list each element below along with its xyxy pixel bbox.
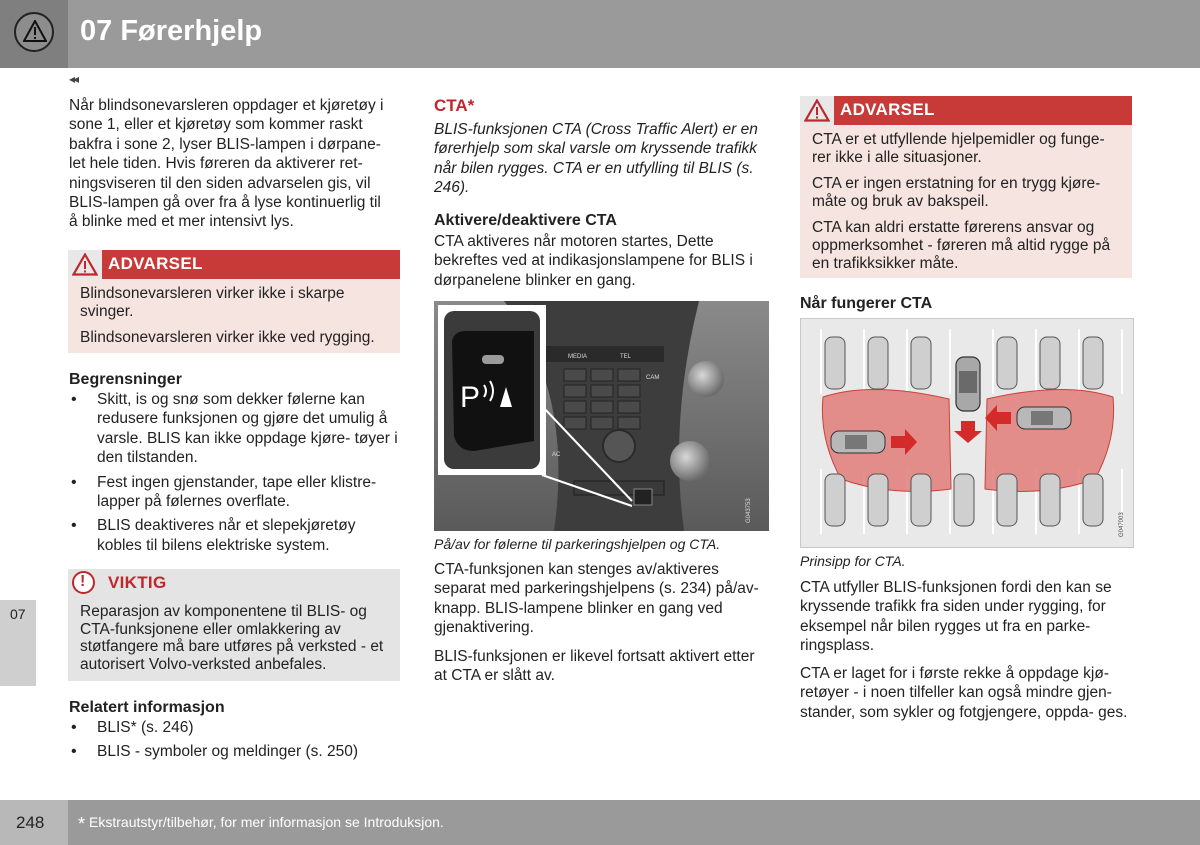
important-label: VIKTIG [108,573,167,592]
cta-off-text: CTA-funksjonen kan stenges av/aktiveres separat med parkeringshjelpens (s. 234) på/av-knapp. BLIS-lampene blinker en gang ved gjenaktivering. [434,561,759,637]
page-number: 248 [0,800,68,845]
footnote-text: Ekstrautstyr/tilbehør, for mer informasjon se Introduksjon. [89,814,444,830]
footnote [78,814,444,835]
intro-paragraph [69,96,404,232]
warning-bar [800,96,1132,125]
intro-line: ningsviseren til den siden advarselen gis, vil [69,174,371,192]
related-link[interactable]: • BLIS* (s. 246) [69,718,399,737]
warning-text: Blindsonevarsleren virker ikke i skarpe svinger. [80,285,345,320]
exclamation-icon: ! [72,571,95,594]
chapter-tab[interactable]: 07 [0,600,36,686]
cta-heading: CTA* [434,96,475,115]
cta-diagram [800,318,1134,548]
footnote-star: * [78,814,86,834]
warning-label: ADVARSEL [108,254,203,273]
intro-line: å blinke med et mer intensivt lys. [69,213,294,231]
header-icon-area [0,0,68,68]
warning-triangle-icon [68,250,102,279]
photo-code: G043753 [746,498,752,523]
limits-list [69,390,399,560]
warning-box-cta [800,96,1132,278]
list-item: • BLIS deaktiveres når et slepekjøretøy kobles til bilens elektriske system. [69,516,399,555]
park-assist-button-label: P [460,381,481,414]
cta-complements-text: CTA utfyller BLIS-funksjonen fordi den kan se kryssende trafikk fra siden under rygging, for eksempel når bilen rygges ut fra en parke- ringsplass. [800,579,1112,655]
page-title: 07 Førerhjelp [80,15,263,47]
warning-box-blis [68,250,400,353]
intro-line: let hele tiden. Hvis føreren da aktiverer ret- [69,155,363,173]
diagram-caption: Prinsipp for CTA. [800,553,906,569]
activate-text: CTA aktiveres når motoren startes, Dette bekreftes ved at indikasjonslampene for BLIS i dørpanelene blinker en gang. [434,233,753,289]
diagram-code: G047003 [1119,512,1125,537]
warning-text: CTA er et utfyllende hjelpemidler og funge- rer ikke i alle situasjoner. [812,131,1105,166]
photo-caption: På/av for følerne til parkeringshjelpen og CTA. [434,536,721,552]
warning-body [80,285,390,355]
console-label: CAM [646,375,660,381]
cta-detects-text: CTA er laget for i første rekke å oppdage kjø- retøyer - i noen tilfeller kan også mindre gjen- stander, som sykler og fotgjengere, oppda- ges. [800,665,1128,721]
page-footer [0,800,1200,845]
related-list [69,718,399,767]
list-item: • Fest ingen gjenstander, tape eller klistre- lapper på følernes overflate. [69,473,399,512]
warning-text: CTA er ingen erstatning for en trygg kjøre- måte og bruk av bakspeil. [812,175,1101,210]
activate-heading: Aktivere/deaktivere CTA [434,212,617,229]
intro-line: sone 1, eller et kjøretøy som kommer raskt [69,116,363,134]
intro-line: bakfra i sone 2, lyser BLIS-lampen i dørpane- [69,135,381,153]
related-link[interactable]: • BLIS - symboler og meldinger (s. 250) [69,742,399,761]
warning-body [812,131,1122,281]
warning-triangle-icon [14,12,54,52]
warning-triangle-icon [800,96,834,125]
blis-still-active-text: BLIS-funksjonen er likevel fortsatt aktivert etter at CTA er slått av. [434,648,755,685]
console-photo [434,301,769,531]
cta-intro: BLIS-funksjonen CTA (Cross Traffic Alert) er en førerhjelp som skal varsle om kryssende trafikk når bilen rygges. CTA er en utfylling til BLIS (s. 246). [434,121,758,197]
page-header [0,0,1200,68]
previous-page-icon[interactable]: ◂◂ [69,72,78,86]
intro-line: Når blindsonevarsleren oppdager et kjøretøy i [69,97,384,114]
limits-heading: Begrensninger [69,371,182,388]
list-item: • Skitt, is og snø som dekker følerne kan redusere funksjonen og gjøre det umulig å varsle. BLIS kan ikke oppdage kjøre- tøyer i den tilstanden. [69,390,399,468]
warning-bar [68,250,400,279]
related-heading: Relatert informasjon [69,699,225,716]
warning-text: Blindsonevarsleren virker ikke ved rygging. [80,329,375,346]
important-bar [68,569,400,596]
console-label: TEL [620,354,632,360]
important-text: Reparasjon av komponentene til BLIS- og CTA-funksjonene eller omlakkering av støtfangere må bare utføres på verksted - et autorisert Volvo-verksted anbefales. [80,603,384,673]
warning-label: ADVARSEL [840,100,935,119]
warning-text: CTA kan aldri erstatte førerens ansvar og oppmerksomhet - føreren må altid rygge på en trafikksikker måte. [812,219,1111,272]
console-label: MEDIA [568,354,588,360]
important-box [68,569,400,681]
intro-line: BLIS-lampen gå over fra å lyse kontinuerlig til [69,194,381,212]
how-heading: Når fungerer CTA [800,295,933,312]
console-label: AC [552,452,561,458]
